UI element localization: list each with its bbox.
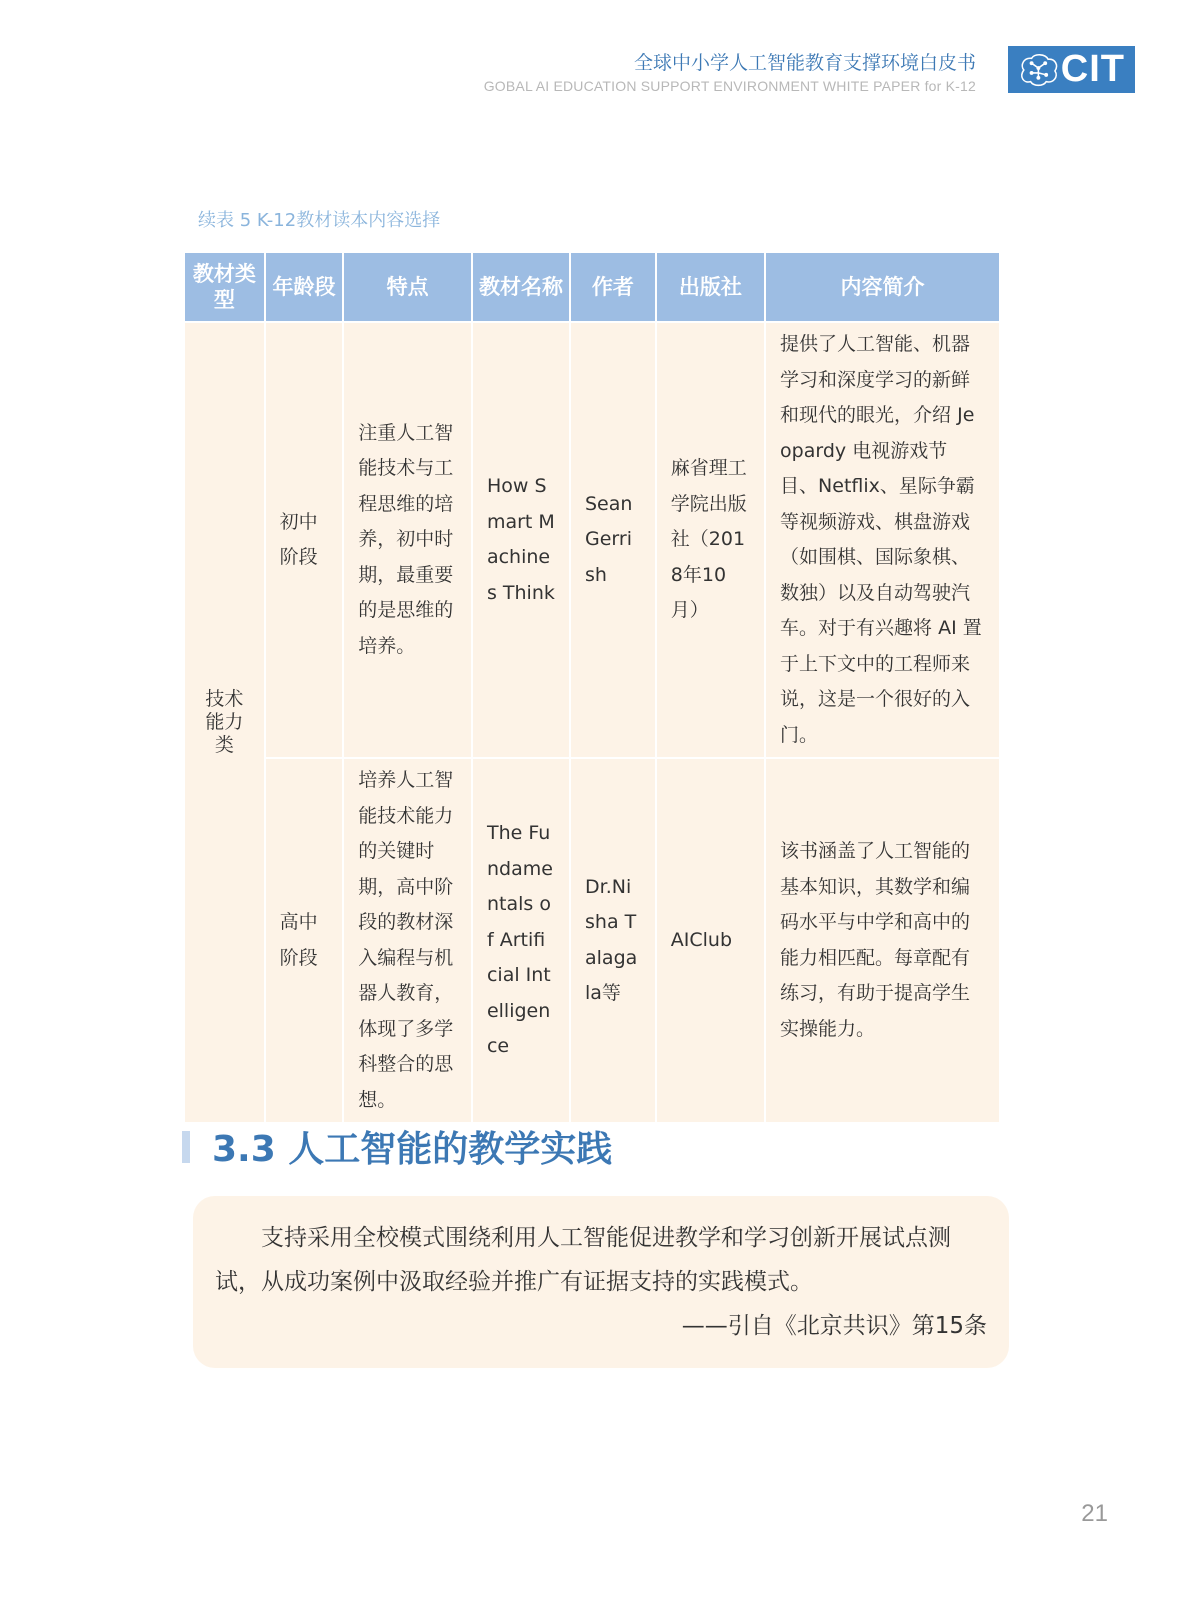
author-cell: Dr.Nisha Talagala等 [570, 758, 656, 1123]
header-type: 教材类型 [184, 252, 265, 322]
header-title: 全球中小学人工智能教育支撑环境白皮书 [633, 52, 976, 74]
feature-cell: 注重人工智能技术与工程思维的培养，初中时期，最重要的是思维的培养。 [343, 322, 472, 758]
header-subtitle: GOBAL AI EDUCATION SUPPORT ENVIRONMENT WHITE PAPER for K-12 [483, 78, 976, 94]
section-marker [182, 1131, 190, 1163]
book-name-cell: How Smart Machines Think [472, 322, 570, 758]
book-name-cell: The Fundamentals of Artificial Intelligence [472, 758, 570, 1123]
age-cell: 初中阶段 [265, 322, 344, 758]
type-cell: 技术能力类 [184, 322, 265, 1123]
quote-text: 支持采用全校模式围绕利用人工智能促进教学和学习创新开展试点测试，从成功案例中汲取经验并推广有证据支持的实践模式。 [215, 1225, 951, 1295]
header-author: 作者 [570, 252, 656, 322]
header-age: 年龄段 [265, 252, 344, 322]
header-name: 教材名称 [472, 252, 570, 322]
textbook-table [183, 251, 1001, 1124]
table-header-row [184, 252, 1000, 322]
publisher-cell: 麻省理工学院出版社（2018年10月） [656, 322, 765, 758]
header-summary: 内容简介 [765, 252, 1000, 322]
table-row [184, 322, 1000, 758]
cit-logo [1008, 46, 1135, 93]
publisher-cell: AIClub [656, 758, 765, 1123]
quote-box [193, 1196, 1009, 1368]
section-title: 3.3 人工智能的教学实践 [212, 1129, 613, 1170]
header-feature: 特点 [343, 252, 472, 322]
summary-cell: 该书涵盖了人工智能的基本知识，其数学和编码水平与中学和高中的能力相匹配。每章配有练习，有助于提高学生实操能力。 [765, 758, 1000, 1123]
table-caption: 续表 5 K-12教材读本内容选择 [198, 210, 441, 231]
summary-cell: 提供了人工智能、机器学习和深度学习的新鲜和现代的眼光，介绍 Jeopardy 电视游戏节目、Netflix、星际争霸等视频游戏、棋盘游戏（如围棋、国际象棋、数独）以及自动驾驶汽车。对于有兴趣将 AI 置于上下文中的工程师来说，这是一个很好的入门。 [765, 322, 1000, 758]
age-cell: 高中阶段 [265, 758, 344, 1123]
table-row [184, 758, 1000, 1123]
quote-source: ——引自《北京共识》第15条 [681, 1313, 987, 1339]
page-number: 21 [1081, 1500, 1108, 1527]
brain-icon [1016, 51, 1061, 89]
logo-text: CIT [1060, 48, 1125, 90]
author-cell: Sean Gerrish [570, 322, 656, 758]
header-publisher: 出版社 [656, 252, 765, 322]
feature-cell: 培养人工智能技术能力的关键时期，高中阶段的教材深入编程与机器人教育，体现了多学科整合的思想。 [343, 758, 472, 1123]
